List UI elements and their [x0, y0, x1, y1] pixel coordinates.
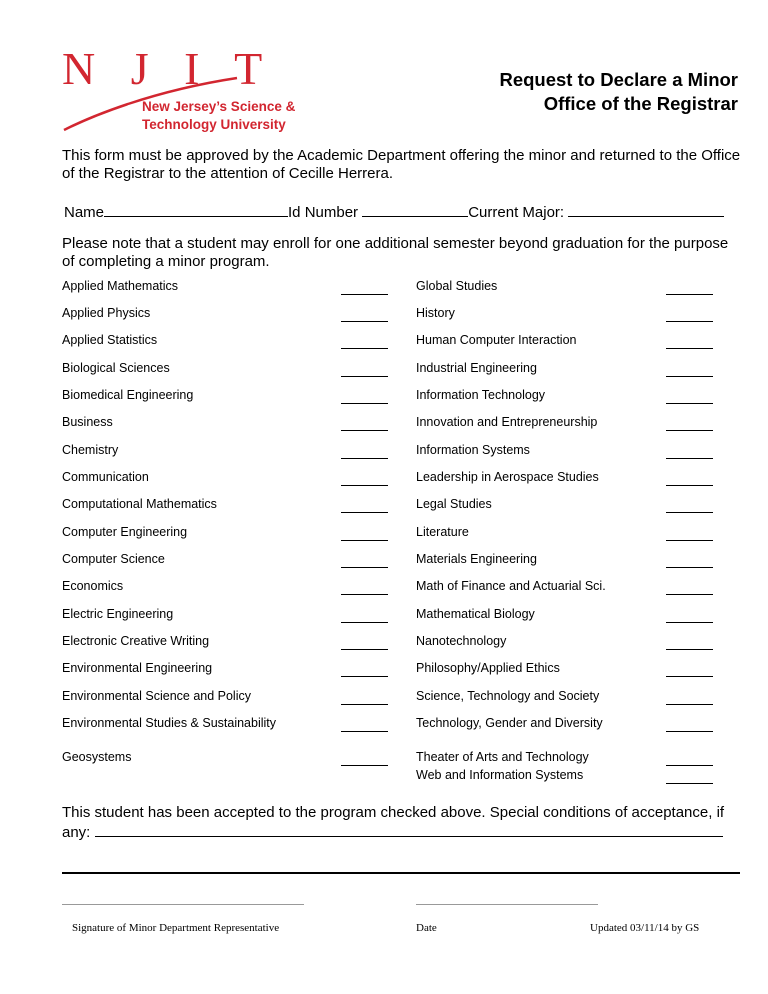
minor-name: Economics: [62, 579, 124, 593]
minor-name: Philosophy/Applied Ethics: [416, 661, 560, 675]
minor-check-blank[interactable]: [341, 540, 388, 541]
minor-check-blank[interactable]: [666, 731, 713, 732]
minor-check-blank[interactable]: [341, 731, 388, 732]
minor-name: Biological Sciences: [62, 361, 170, 375]
updated-note: Updated 03/11/14 by GS: [590, 922, 700, 934]
minor-name: Science, Technology and Society: [416, 689, 600, 703]
minor-name: Materials Engineering: [416, 552, 537, 566]
minor-name: Chemistry: [62, 443, 119, 457]
minor-check-blank[interactable]: [341, 765, 388, 766]
minor-name: Nanotechnology: [416, 634, 507, 648]
minor-check-blank[interactable]: [666, 294, 713, 295]
minor-check-blank[interactable]: [341, 676, 388, 677]
date-line[interactable]: [416, 904, 598, 905]
minor-check-blank[interactable]: [341, 430, 388, 431]
minor-name: Environmental Studies & Sustainability: [62, 716, 277, 730]
signature-label: Signature of Minor Department Representative: [72, 922, 280, 934]
minor-row: [62, 443, 722, 463]
minor-check-blank[interactable]: [666, 649, 713, 650]
minor-check-blank[interactable]: [341, 594, 388, 595]
current-major-field[interactable]: [568, 201, 724, 217]
minor-check-blank[interactable]: [666, 348, 713, 349]
minor-check-blank[interactable]: [341, 403, 388, 404]
minor-name: Environmental Engineering: [62, 661, 213, 675]
minor-name: Web and Information Systems: [416, 768, 584, 782]
minor-name: Math of Finance and Actuarial Sci.: [416, 579, 606, 593]
minor-row: [62, 661, 722, 681]
minor-name: Legal Studies: [416, 497, 492, 511]
minor-name: Computational Mathematics: [62, 497, 217, 511]
minor-check-blank[interactable]: [666, 512, 713, 513]
id-number-field[interactable]: [362, 201, 468, 217]
minor-name: Electronic Creative Writing: [62, 634, 210, 648]
minor-name: Theater of Arts and Technology: [416, 750, 589, 764]
current-major-label: Current Major:: [468, 204, 565, 221]
minor-name: Global Studies: [416, 279, 498, 293]
minor-name: Innovation and Entrepreneurship: [416, 415, 598, 429]
minor-row: [62, 634, 722, 654]
name-label: Name: [64, 204, 105, 221]
minor-check-blank[interactable]: [341, 376, 388, 377]
minor-name: Industrial Engineering: [416, 361, 537, 375]
id-number-label: Id Number: [288, 204, 359, 221]
signature-line[interactable]: [62, 904, 304, 905]
minor-name: Computer Engineering: [62, 525, 188, 539]
acceptance-text: This student has been accepted to the program checked above. Special conditions of acceptance, if any:: [62, 804, 725, 841]
minor-check-blank[interactable]: [666, 704, 713, 705]
logo-tagline-1: New Jersey’s Science &: [142, 99, 296, 114]
minor-name: Applied Mathematics: [62, 279, 179, 293]
minor-row: [62, 470, 722, 490]
minor-name: Mathematical Biology: [416, 607, 535, 621]
minor-row: [62, 768, 722, 788]
minor-row: [62, 279, 722, 299]
date-label: Date: [416, 922, 437, 934]
minor-check-blank[interactable]: [341, 348, 388, 349]
form-subtitle: Office of the Registrar: [543, 93, 738, 114]
minor-check-blank[interactable]: [666, 765, 713, 766]
minor-name: Biomedical Engineering: [62, 388, 194, 402]
minor-check-blank[interactable]: [341, 649, 388, 650]
minor-check-blank[interactable]: [666, 430, 713, 431]
minor-name: Electric Engineering: [62, 607, 174, 621]
minor-check-blank[interactable]: [341, 485, 388, 486]
minor-row: [62, 689, 722, 709]
minor-row: [62, 306, 722, 326]
minor-check-blank[interactable]: [341, 294, 388, 295]
minor-row: [62, 388, 722, 408]
minor-check-blank[interactable]: [666, 458, 713, 459]
minor-check-blank[interactable]: [666, 676, 713, 677]
student-fields-row: [64, 201, 724, 221]
minor-check-blank[interactable]: [666, 540, 713, 541]
minor-check-blank[interactable]: [666, 622, 713, 623]
minor-row: [62, 361, 722, 381]
minor-name: Geosystems: [62, 750, 132, 764]
minor-check-blank[interactable]: [666, 783, 713, 784]
minor-row: [62, 497, 722, 517]
form-title: Request to Declare a Minor: [499, 69, 738, 90]
minor-name: Technology, Gender and Diversity: [416, 716, 603, 730]
minor-name: Information Technology: [416, 388, 546, 402]
minor-row: [62, 415, 722, 435]
minor-check-blank[interactable]: [666, 567, 713, 568]
minor-name: Computer Science: [62, 552, 165, 566]
minor-check-blank[interactable]: [341, 321, 388, 322]
minor-check-blank[interactable]: [341, 567, 388, 568]
minor-check-blank[interactable]: [341, 704, 388, 705]
minor-name: History: [416, 306, 455, 320]
acceptance-block: [62, 803, 752, 842]
intro-paragraph: This form must be approved by the Academic Department offering the minor and returned to the Office of the Registrar to the attention of Cecille Herrera.: [62, 147, 741, 182]
njit-logo: [62, 43, 296, 136]
minor-name: Leadership in Aerospace Studies: [416, 470, 599, 484]
minor-check-blank[interactable]: [666, 403, 713, 404]
minor-check-blank[interactable]: [666, 594, 713, 595]
minor-name: Applied Statistics: [62, 333, 158, 347]
minor-name: Environmental Science and Policy: [62, 689, 251, 703]
minor-name: Information Systems: [416, 443, 530, 457]
minor-check-blank[interactable]: [341, 512, 388, 513]
minor-name: Business: [62, 415, 113, 429]
minor-row: [62, 607, 722, 627]
minor-row: [62, 579, 722, 599]
minor-check-blank[interactable]: [666, 485, 713, 486]
minor-row: [62, 716, 722, 736]
name-field[interactable]: [104, 201, 288, 217]
minor-check-blank[interactable]: [666, 376, 713, 377]
minor-name: Human Computer Interaction: [416, 333, 577, 347]
minor-row: [62, 525, 722, 545]
minor-check-blank[interactable]: [666, 321, 713, 322]
minor-check-blank[interactable]: [341, 458, 388, 459]
minor-name: Communication: [62, 470, 149, 484]
minor-row: [62, 750, 722, 770]
logo-letters: N J I T: [62, 43, 275, 94]
minor-name: Literature: [416, 525, 469, 539]
minor-row: [62, 552, 722, 572]
enrollment-note: Please note that a student may enroll for one additional semester beyond graduation for the purpose of completing a minor program.: [62, 235, 729, 270]
minor-name: Applied Physics: [62, 306, 151, 320]
minor-row: [62, 333, 722, 353]
logo-tagline-2: Technology University: [142, 117, 286, 132]
conditions-field[interactable]: [95, 822, 723, 837]
divider: [62, 872, 740, 874]
minor-check-blank[interactable]: [341, 622, 388, 623]
